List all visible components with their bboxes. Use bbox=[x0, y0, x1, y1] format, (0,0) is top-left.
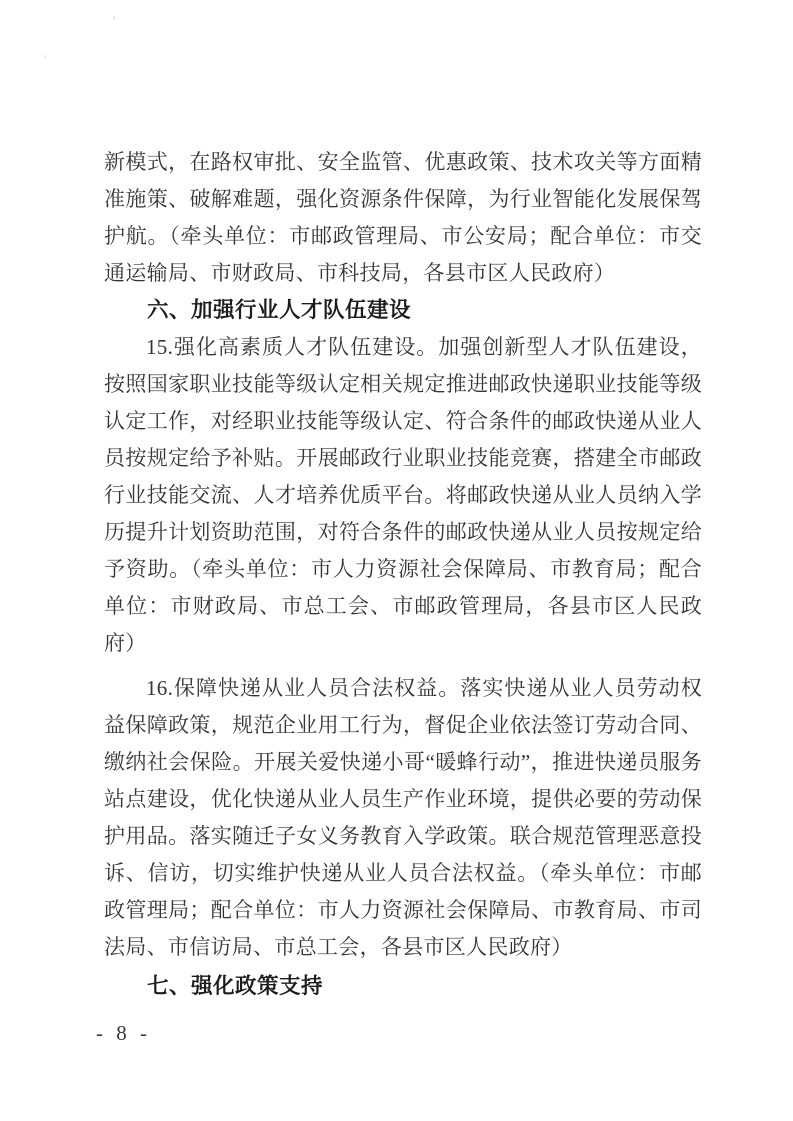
scan-speck bbox=[113, 16, 115, 20]
section-heading-7: 七、强化政策支持 bbox=[147, 974, 324, 998]
paragraph-continuation: 新模式，在路权审批、安全监管、优惠政策、技术攻关等方面精准施策、破解难题，强化资源条件保障，为行业智能化发展保驾护航。（牵头单位：市邮政管理局、市公安局；配合单位：市交通运输局、市财政局、市科技局，各县市区人民政府） bbox=[104, 150, 702, 285]
paragraph-item-16: 16.保障快递从业人员合法权益。落实快递从业人员劳动权益保障政策，规范企业用工行为，督促企业依法签订劳动合同、缴纳社会保险。开展关爱快递小哥“暖蜂行动”，推进快递员服务站点建设，优化快递从业人员生产作业环境，提供必要的劳动保护用品。落实随迁子女义务教育入学政策。联合规范管理恶意投诉、信访，切实维护快递从业人员合法权益。（牵头单位：市邮政管理局；配合单位：市人力资源社会保障局、市教育局、市司法局、市信访局、市总工会，各县市区人民政府） bbox=[104, 676, 702, 959]
page-number: - 8 - bbox=[96, 1021, 151, 1045]
section-heading-6: 六、加强行业人才队伍建设 bbox=[147, 298, 412, 322]
scan-speck bbox=[44, 55, 46, 58]
paragraph-item-15: 15.强化高素质人才队伍建设。加强创新型人才队伍建设，按照国家职业技能等级认定相关规定推进邮政快递职业技能等级认定工作，对经职业技能等级认定、符合条件的邮政快递从业人员按规定给予补贴。开展邮政行业职业技能竞赛，搭建全市邮政行业技能交流、人才培养优质平台。将邮政快递从业人员纳入学历提升计划资助范围，对符合条件的邮政快递从业人员按规定给予资助。（牵头单位：市人力资源社会保障局、市教育局；配合单位：市财政局、市总工会、市邮政管理局，各县市区人民政府） bbox=[104, 335, 702, 655]
document-body bbox=[104, 144, 702, 1005]
